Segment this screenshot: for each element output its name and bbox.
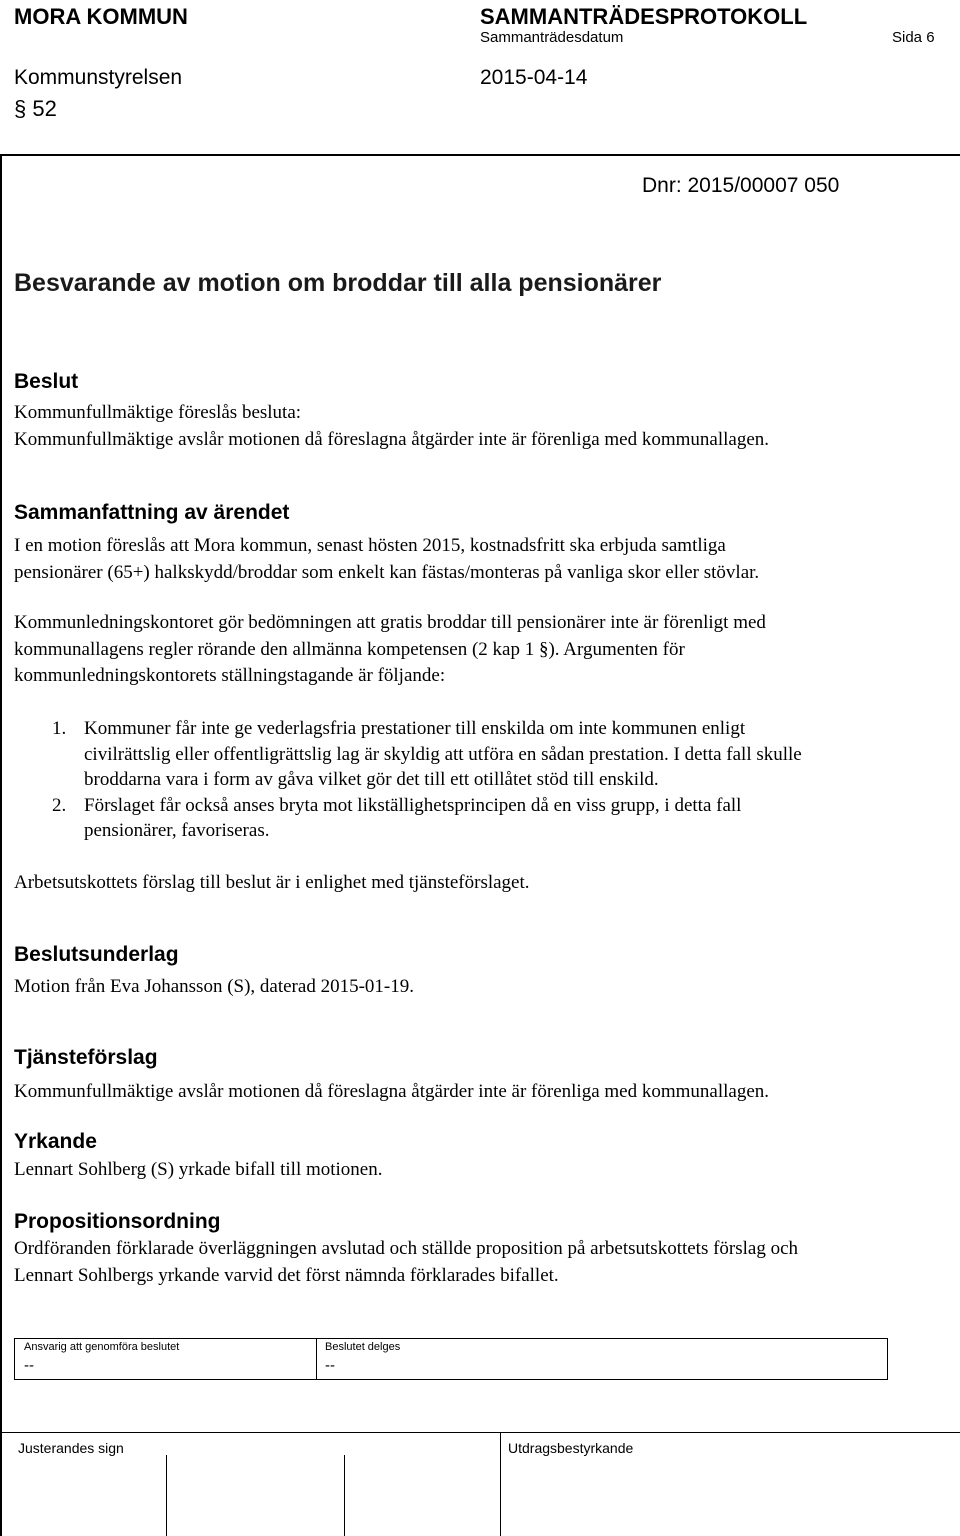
meeting-date: 2015-04-14 bbox=[480, 66, 588, 89]
list-item-line: civilrättslig eller offentligrättslig lag är skyldig att utföra en sådan prestation. I detta fall skulle bbox=[84, 743, 802, 765]
list-item-number: 2. bbox=[52, 794, 67, 816]
signature-field-divider bbox=[500, 1432, 501, 1536]
registration-number: Dnr: 2015/00007 050 bbox=[642, 174, 840, 197]
beslut-line: Kommunfullmäktige föreslås besluta: bbox=[14, 402, 302, 423]
signature-divider bbox=[0, 1432, 960, 1433]
yrkande-heading: Yrkande bbox=[14, 1130, 97, 1153]
tjansteforslag-text: Kommunfullmäktige avslår motionen då föreslagna åtgärder inte är förenliga med kommunallagen. bbox=[14, 1081, 769, 1102]
decision-responsibility-box bbox=[14, 1338, 888, 1380]
beslut-line: Kommunfullmäktige avslår motionen då föreslagna åtgärder inte är förenliga med kommunallagen. bbox=[14, 428, 769, 450]
propositionsordning-heading: Propositionsordning bbox=[14, 1210, 221, 1233]
utdragsbestyrkande-label: Utdragsbestyrkande bbox=[508, 1440, 634, 1456]
list-item bbox=[14, 716, 802, 793]
sammanfattning-paragraph-2 bbox=[14, 610, 954, 690]
responsible-label: Ansvarig att genomföra beslutet bbox=[24, 1341, 180, 1353]
frame-top-border bbox=[0, 154, 960, 156]
list-item-line: broddarna vara i form av gåva vilket gör det till ett otillåtet stöd till enskild. bbox=[84, 769, 659, 790]
frame-left-border bbox=[0, 154, 2, 1536]
propositionsordning-text bbox=[14, 1236, 954, 1289]
list-item bbox=[14, 793, 802, 844]
beslutsunderlag-text: Motion från Eva Johansson (S), daterad 2015-01-19. bbox=[14, 976, 414, 997]
arbetsutskott-proposal: Arbetsutskottets förslag till beslut är i enlighet med tjänsteförslaget. bbox=[14, 872, 530, 893]
paragraph-line: kommunledningskontorets ställningstagande är följande: bbox=[14, 665, 446, 686]
document-title: Besvarande av motion om broddar till alla pensionärer bbox=[14, 269, 662, 297]
sent-to-value: -- bbox=[325, 1357, 335, 1374]
tjansteforslag-heading: Tjänsteförslag bbox=[14, 1046, 158, 1069]
organization-name: MORA KOMMUN bbox=[14, 4, 188, 29]
paragraph-line: kommunallagens regler rörande den allmänna kompetensen (2 kap 1 §). Argumenten för bbox=[14, 638, 685, 660]
paragraph-number: § 52 bbox=[14, 96, 57, 121]
meeting-date-label: Sammanträdesdatum bbox=[480, 29, 624, 46]
list-item-number: 1. bbox=[52, 718, 67, 739]
paragraph-line: I en motion föreslås att Mora kommun, senast hösten 2015, kostnadsfritt ska erbjuda samtliga bbox=[14, 535, 726, 556]
beslut-text bbox=[14, 400, 954, 453]
paragraph-line: Lennart Sohlbergs yrkande varvid det först nämnda förklarades bifallet. bbox=[14, 1264, 559, 1286]
list-item-line: Kommuner får inte ge vederlagsfria prestationer till enskilda om inte kommunen enligt bbox=[84, 718, 746, 739]
document-type: SAMMANTRÄDESPROTOKOLL bbox=[480, 4, 808, 29]
beslutsunderlag-heading: Beslutsunderlag bbox=[14, 943, 179, 966]
argument-list bbox=[14, 716, 802, 844]
responsible-value: -- bbox=[24, 1357, 34, 1374]
paragraph-line: Kommunledningskontoret gör bedömningen att gratis broddar till pensionärer inte är förenligt med bbox=[14, 612, 766, 633]
sammanfattning-heading: Sammanfattning av ärendet bbox=[14, 501, 290, 524]
board-name: Kommunstyrelsen bbox=[14, 66, 183, 89]
beslut-heading: Beslut bbox=[14, 370, 79, 393]
box-divider bbox=[316, 1339, 317, 1379]
sammanfattning-paragraph-1 bbox=[14, 533, 954, 586]
yrkande-text: Lennart Sohlberg (S) yrkade bifall till motionen. bbox=[14, 1159, 383, 1180]
list-item-line: pensionärer, favoriseras. bbox=[84, 820, 270, 841]
paragraph-line: pensionärer (65+) halkskydd/broddar som enkelt kan fästas/monteras på vanliga skor eller stövlar. bbox=[14, 561, 760, 583]
list-item-line: Förslaget får också anses bryta mot likställighetsprincipen då en viss grupp, i detta fall bbox=[84, 794, 742, 816]
sent-to-label: Beslutet delges bbox=[325, 1341, 401, 1353]
justerandes-sign-label: Justerandes sign bbox=[18, 1440, 124, 1456]
signature-field-divider bbox=[166, 1455, 167, 1536]
signature-field-divider bbox=[344, 1455, 345, 1536]
paragraph-line: Ordföranden förklarade överläggningen avslutad och ställde proposition på arbetsutskottets förslag och bbox=[14, 1238, 799, 1259]
page-number: Sida 6 bbox=[892, 29, 935, 46]
